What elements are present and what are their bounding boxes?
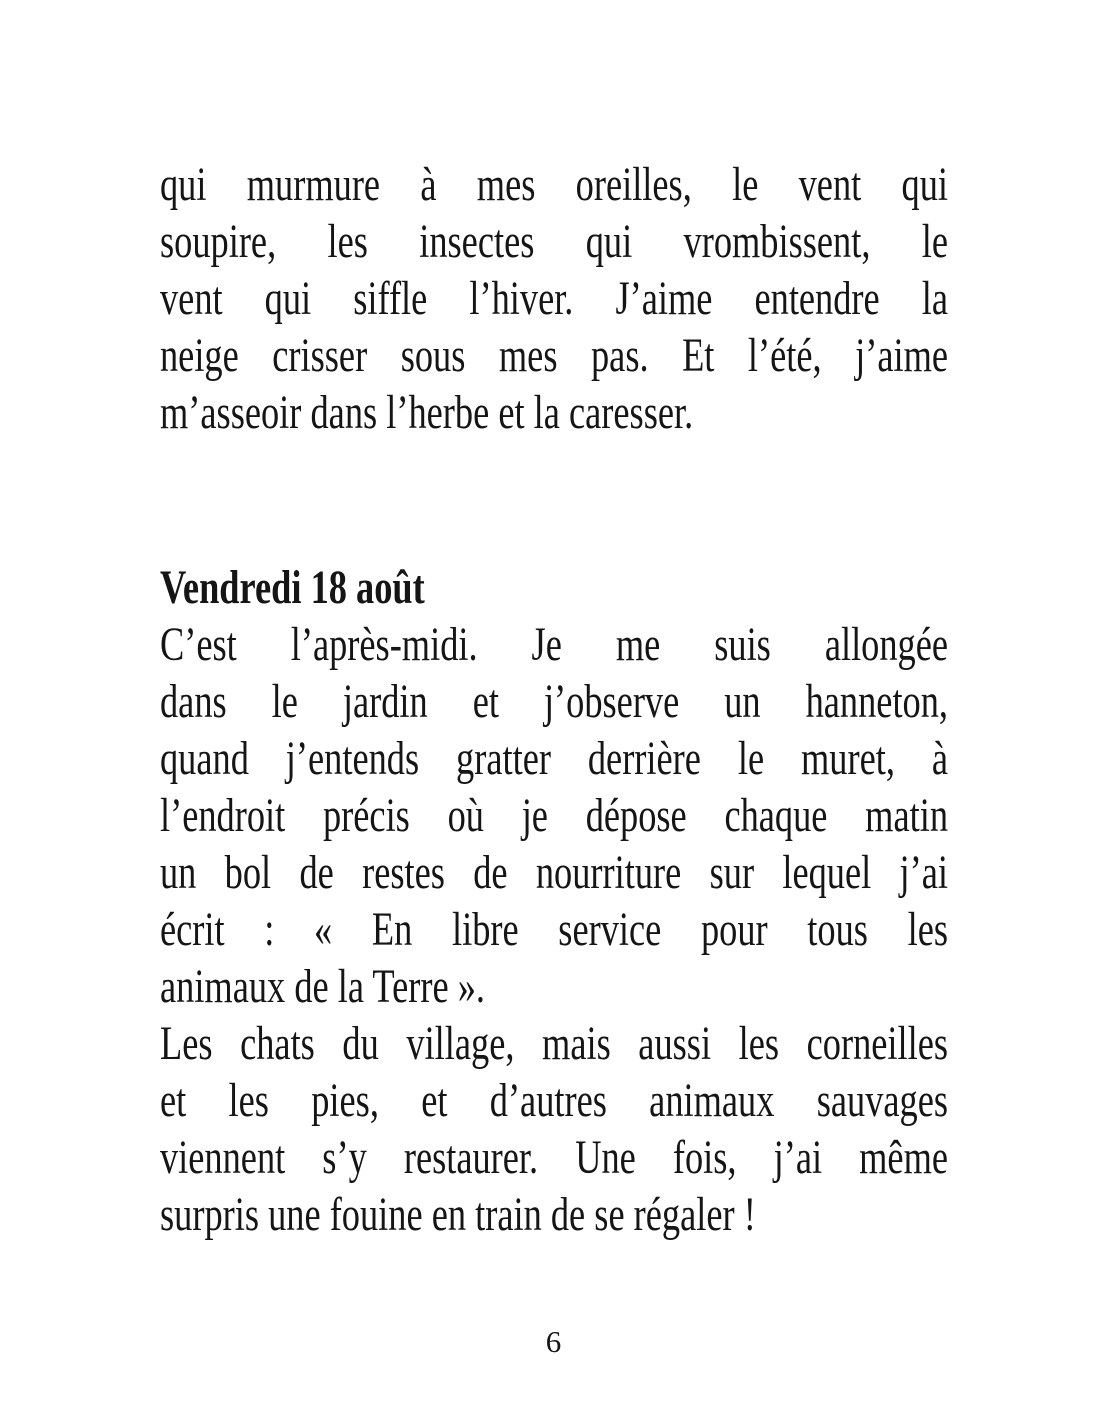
entry-date-heading: Vendredi 18 août <box>160 561 425 614</box>
paragraph-continuation <box>160 156 948 441</box>
text-line: C’est l’après-midi. Je me suis allongée <box>160 618 949 671</box>
text-line: écrit : « En libre service pour tous les <box>160 903 949 956</box>
text-line: et les pies, et d’autres animaux sauvages <box>160 1074 949 1127</box>
text-line: viennent s’y restaurer. Une fois, j’ai même <box>160 1131 949 1184</box>
page-text-block <box>160 156 948 1243</box>
text-line: neige crisser sous mes pas. Et l’été, j’aime <box>160 329 949 382</box>
paragraph-entry-2 <box>160 1015 948 1243</box>
text-line: soupire, les insectes qui vrombissent, le <box>160 215 949 268</box>
text-line: quand j’entends gratter derrière le muret, à <box>160 732 949 785</box>
text-line: dans le jardin et j’observe un hanneton, <box>160 675 949 728</box>
text-line: qui murmure à mes oreilles, le vent qui <box>160 158 949 211</box>
text-line: surpris une fouine en train de se régaler ! <box>160 1188 756 1241</box>
page-number: 6 <box>545 1324 562 1359</box>
text-line: Les chats du village, mais aussi les corneilles <box>160 1017 949 1070</box>
paragraph-entry-1 <box>160 616 948 1015</box>
text-line: animaux de la Terre ». <box>160 960 485 1013</box>
text-line: m’asseoir dans l’herbe et la caresser. <box>160 386 694 439</box>
text-line: l’endroit précis où je dépose chaque matin <box>160 789 949 842</box>
text-line: un bol de restes de nourriture sur lequel j’ai <box>160 846 949 899</box>
text-line: vent qui siffle l’hiver. J’aime entendre la <box>160 272 949 325</box>
